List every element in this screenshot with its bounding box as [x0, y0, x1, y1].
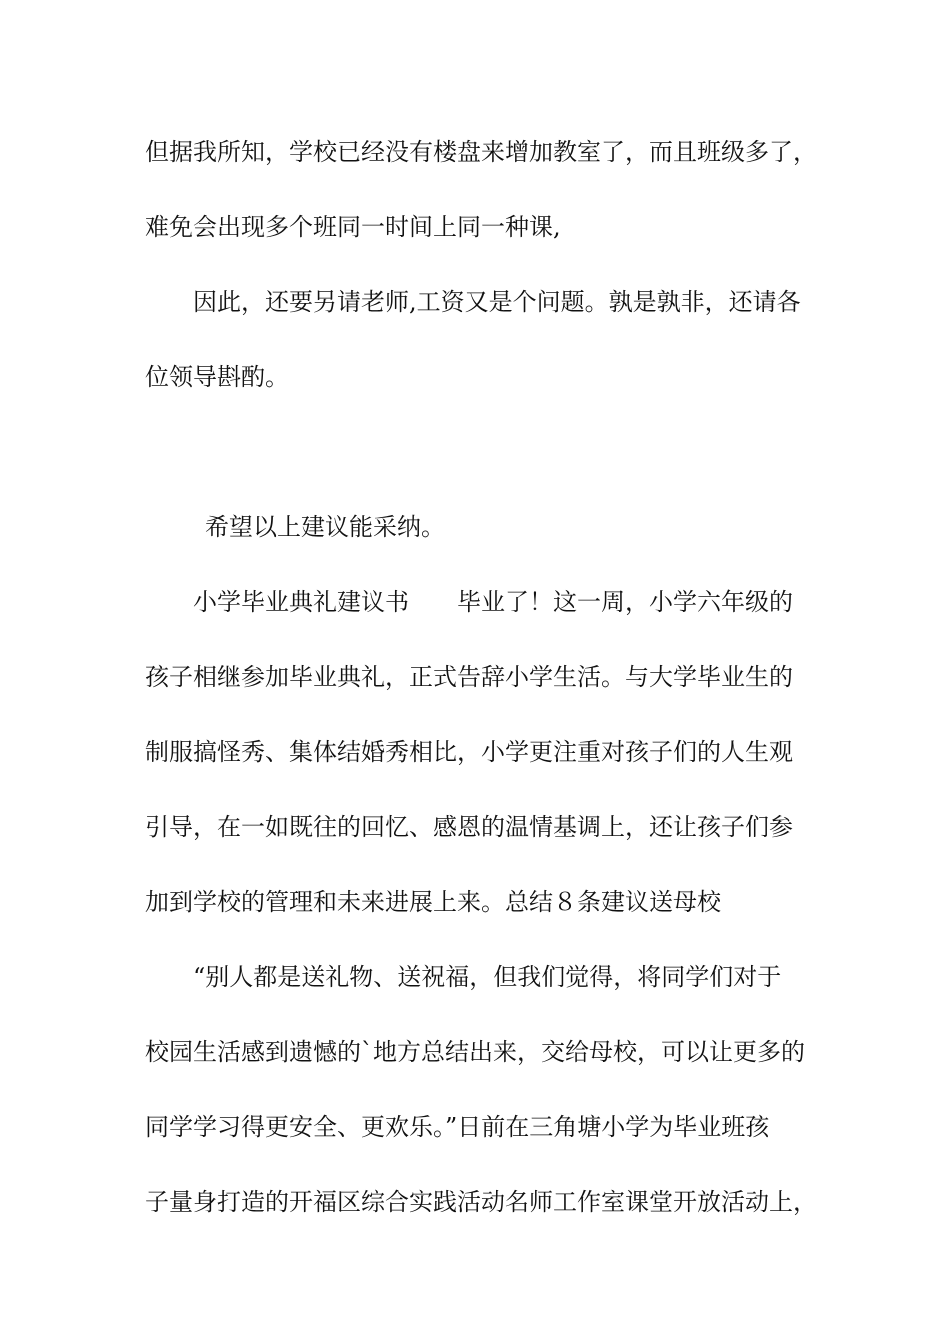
paragraph-line: 制服搞怪秀、集体结婚秀相比，小学更注重对孩子们的人生观: [145, 738, 793, 766]
paragraph-line: 小学毕业典礼建议书 毕业了！这一周，小学六年级的: [193, 588, 793, 616]
paragraph-line: 孩子相继参加毕业典礼，正式告辞小学生活。与大学毕业生的: [145, 663, 793, 691]
paragraph-line: 加到学校的管理和未来进展上来。总结８条建议送母校: [145, 888, 721, 916]
paragraph-line: 难免会出现多个班同一时间上同一种课,: [145, 213, 561, 241]
paragraph-line: “别人都是送礼物、送祝福，但我们觉得，将同学们对于: [193, 963, 782, 991]
paragraph-line: 位领导斟酌。: [145, 363, 289, 391]
paragraph-line: 引导，在一如既往的回忆、感恩的温情基调上，还让孩子们参: [145, 813, 793, 841]
paragraph-line: 希望以上建议能采纳。: [205, 513, 445, 541]
paragraph-line: 子量身打造的开福区综合实践活动名师工作室课堂开放活动上，: [145, 1188, 817, 1216]
paragraph-line: 同学学习得更安全、更欢乐。”日前在三角塘小学为毕业班孩: [145, 1113, 770, 1141]
paragraph-line: 但据我所知，学校已经没有楼盘来增加教室了，而且班级多了，: [145, 138, 817, 166]
paragraph-line: 因此，还要另请老师,工资又是个问题。孰是孰非，还请各: [193, 288, 801, 316]
paragraph-line: 校园生活感到遗憾的`地方总结出来，交给母校，可以让更多的: [145, 1038, 805, 1066]
